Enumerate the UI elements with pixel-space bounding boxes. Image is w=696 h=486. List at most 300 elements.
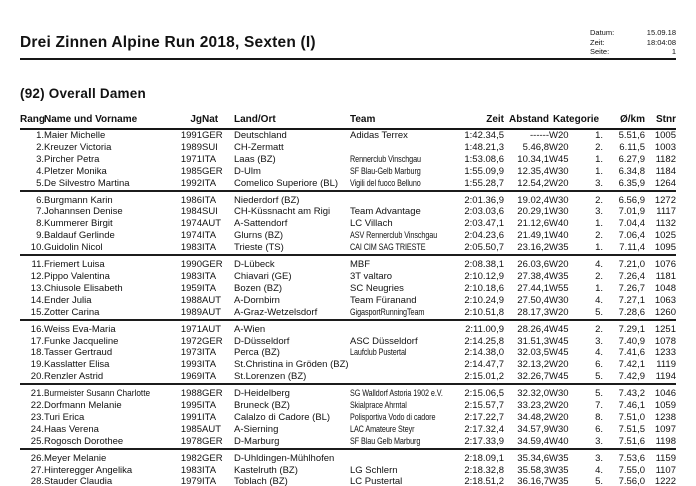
bib-cell bbox=[645, 230, 676, 242]
category-cell bbox=[549, 320, 579, 336]
bib-cell bbox=[645, 347, 676, 359]
stnr-value: 1048 bbox=[654, 282, 676, 294]
table-row bbox=[20, 206, 676, 218]
name-value: Stauder Claudia bbox=[44, 476, 113, 486]
avg-value: 6.56,9 bbox=[618, 194, 645, 206]
birthyear-cell bbox=[174, 154, 202, 166]
rank-cell bbox=[20, 218, 44, 230]
rang-value: 15. bbox=[30, 306, 44, 318]
jg-value: 1993 bbox=[180, 359, 202, 371]
table-row bbox=[20, 320, 676, 336]
category-rank-cell bbox=[579, 424, 603, 436]
zeit-value: 2:10.51,8 bbox=[464, 306, 504, 318]
kat-value: W30 bbox=[549, 294, 569, 306]
bib-cell bbox=[645, 283, 676, 295]
time-cell bbox=[454, 400, 504, 412]
location-cell bbox=[234, 384, 350, 400]
table-row bbox=[20, 230, 676, 242]
jg-value: 1983 bbox=[180, 242, 202, 254]
birthyear-cell bbox=[174, 307, 202, 320]
bib-cell bbox=[645, 218, 676, 230]
time-cell bbox=[454, 307, 504, 320]
birthyear-cell bbox=[174, 242, 202, 255]
stnr-value: 1198 bbox=[655, 435, 676, 447]
nation-cell bbox=[202, 178, 234, 191]
table-row bbox=[20, 412, 676, 424]
bib-cell bbox=[645, 129, 676, 142]
location-cell bbox=[234, 476, 350, 486]
location-cell bbox=[234, 166, 350, 178]
katrank-value: 2. bbox=[595, 194, 603, 206]
team-value: SC Neugries bbox=[350, 282, 404, 294]
abstand-value: 34.59,4 bbox=[517, 435, 549, 447]
zeit-value: 2:15.06,5 bbox=[464, 388, 504, 400]
name-cell bbox=[44, 384, 174, 400]
category-cell bbox=[549, 191, 579, 207]
gap-cell bbox=[504, 242, 549, 255]
name-value: Baldauf Gerlinde bbox=[44, 230, 115, 242]
bib-cell bbox=[645, 178, 676, 191]
katrank-value: 1. bbox=[595, 218, 603, 230]
location-cell bbox=[234, 142, 350, 154]
katrank-value: 6. bbox=[595, 423, 603, 435]
nation-cell bbox=[202, 347, 234, 359]
gap-cell bbox=[504, 436, 549, 449]
category-rank-cell bbox=[579, 154, 603, 166]
zeit-value: 1:48.21,3 bbox=[464, 141, 504, 153]
table-header-row bbox=[20, 114, 676, 129]
team-value: Polisportiva Vodo di cadore bbox=[350, 411, 436, 423]
avg-value: 7.40,9 bbox=[618, 335, 645, 347]
table-row bbox=[20, 283, 676, 295]
abstand-value: 28.26,4 bbox=[517, 323, 549, 335]
rang-value: 12. bbox=[30, 270, 44, 282]
birthyear-cell bbox=[174, 412, 202, 424]
abstand-value: 21.12,6 bbox=[517, 218, 549, 230]
gap-cell bbox=[504, 320, 549, 336]
category-cell bbox=[549, 336, 579, 348]
team-cell bbox=[350, 129, 454, 142]
location-cell bbox=[234, 465, 350, 477]
abstand-value: 19.02,4 bbox=[517, 194, 549, 206]
team-value: SF Blau Gelb Marburg bbox=[350, 435, 421, 447]
pace-cell bbox=[603, 320, 645, 336]
category-cell bbox=[549, 307, 579, 320]
pace-cell bbox=[603, 424, 645, 436]
nation-cell bbox=[202, 255, 234, 271]
category-cell bbox=[549, 255, 579, 271]
landort-value: Bruneck (BZ) bbox=[234, 400, 290, 412]
time-cell bbox=[454, 230, 504, 242]
name-value: Tasser Gertraud bbox=[44, 347, 113, 359]
bib-cell bbox=[645, 449, 676, 465]
abstand-value: 36.16,7 bbox=[517, 476, 549, 486]
pace-cell bbox=[603, 347, 645, 359]
zeit-value: 1:55.28,7 bbox=[464, 177, 504, 189]
nation-cell bbox=[202, 465, 234, 477]
location-cell bbox=[234, 336, 350, 348]
rang-value: 27. bbox=[30, 464, 44, 476]
abstand-value: 28.17,3 bbox=[517, 306, 549, 318]
pace-cell bbox=[603, 230, 645, 242]
name-value: Burgmann Karin bbox=[44, 194, 113, 206]
pace-cell bbox=[603, 178, 645, 191]
team-value: Skialprace Ahrntal bbox=[350, 400, 407, 412]
nation-cell bbox=[202, 476, 234, 486]
category-cell bbox=[549, 154, 579, 166]
kat-value: W20 bbox=[549, 177, 569, 189]
name-cell bbox=[44, 359, 174, 371]
abstand-value: 35.34,6 bbox=[517, 452, 549, 464]
rank-cell bbox=[20, 142, 44, 154]
rank-cell bbox=[20, 166, 44, 178]
pace-cell bbox=[603, 384, 645, 400]
name-cell bbox=[44, 283, 174, 295]
gap-cell bbox=[504, 230, 549, 242]
zeit-value: 2:17.33,9 bbox=[464, 435, 504, 447]
jg-value: 1982 bbox=[180, 452, 202, 464]
team-value: SF Blau-Gelb Marburg bbox=[350, 165, 421, 177]
title-divider bbox=[20, 58, 676, 60]
nat-value: ITA bbox=[202, 270, 217, 282]
bib-cell bbox=[645, 166, 676, 178]
abstand-value: 32.26,7 bbox=[517, 371, 549, 383]
page-number-label: Seite: bbox=[590, 47, 610, 56]
landort-value: D-Marburg bbox=[234, 435, 280, 447]
name-value: Burmeister Susann Charlotte bbox=[44, 388, 151, 400]
landort-value: Glurns (BZ) bbox=[234, 230, 284, 242]
gap-cell bbox=[504, 271, 549, 283]
zeit-value: 2:10.24,9 bbox=[464, 294, 504, 306]
name-value: Kummerer Birgit bbox=[44, 218, 113, 230]
kat-value: W20 bbox=[549, 359, 569, 371]
category-cell bbox=[549, 400, 579, 412]
nat-value: ITA bbox=[202, 476, 217, 486]
avg-value: 7.21,0 bbox=[618, 259, 645, 271]
name-cell bbox=[44, 154, 174, 166]
category-cell bbox=[549, 359, 579, 371]
name-value: De Silvestro Martina bbox=[44, 177, 130, 189]
birthyear-cell bbox=[174, 400, 202, 412]
stnr-value: 1272 bbox=[654, 194, 676, 206]
location-cell bbox=[234, 347, 350, 359]
kat-value: W45 bbox=[549, 347, 569, 359]
nation-cell bbox=[202, 359, 234, 371]
name-value: Rogosch Dorothee bbox=[44, 435, 124, 447]
kat-value: W35 bbox=[549, 270, 569, 282]
gap-cell bbox=[504, 449, 549, 465]
team-cell bbox=[350, 271, 454, 283]
jg-value: 1989 bbox=[180, 141, 202, 153]
location-cell bbox=[234, 424, 350, 436]
nation-cell bbox=[202, 191, 234, 207]
nat-value: ITA bbox=[202, 153, 217, 165]
rank-cell bbox=[20, 476, 44, 486]
nat-value: ITA bbox=[202, 177, 217, 189]
jg-value: 1989 bbox=[180, 306, 202, 318]
landort-value: D-Uhldingen-Mühlhofen bbox=[234, 452, 335, 464]
landort-value: Toblach (BZ) bbox=[234, 476, 288, 486]
category-rank-cell bbox=[579, 206, 603, 218]
katrank-value: 2. bbox=[595, 230, 603, 242]
katrank-value: 2. bbox=[595, 270, 603, 282]
time-value: 18:04:08 bbox=[646, 37, 676, 47]
nat-value: ITA bbox=[202, 464, 217, 476]
category-rank-cell bbox=[579, 307, 603, 320]
nation-cell bbox=[202, 154, 234, 166]
team-cell bbox=[350, 295, 454, 307]
landort-value: Bozen (BZ) bbox=[234, 282, 283, 294]
bib-cell bbox=[645, 465, 676, 477]
results-table-body bbox=[20, 129, 676, 486]
bib-cell bbox=[645, 295, 676, 307]
jg-value: 1991 bbox=[180, 130, 202, 141]
bib-cell bbox=[645, 384, 676, 400]
category-rank-cell bbox=[579, 218, 603, 230]
location-cell bbox=[234, 449, 350, 465]
gap-cell bbox=[504, 336, 549, 348]
gap-cell bbox=[504, 255, 549, 271]
birthyear-cell bbox=[174, 129, 202, 142]
birthyear-cell bbox=[174, 255, 202, 271]
avg-value: 7.11,4 bbox=[619, 242, 645, 254]
rang-value: 13. bbox=[30, 282, 44, 294]
name-value: Pircher Petra bbox=[44, 153, 100, 165]
bib-cell bbox=[645, 359, 676, 371]
katrank-value: 5. bbox=[595, 371, 603, 383]
bib-cell bbox=[645, 400, 676, 412]
print-info-time bbox=[590, 38, 676, 48]
gap-cell bbox=[504, 218, 549, 230]
team-cell bbox=[350, 154, 454, 166]
location-cell bbox=[234, 436, 350, 449]
name-cell bbox=[44, 465, 174, 477]
location-cell bbox=[234, 129, 350, 142]
rang-value: 8. bbox=[36, 218, 44, 230]
time-cell bbox=[454, 424, 504, 436]
nat-value: ITA bbox=[202, 230, 217, 242]
name-cell bbox=[44, 436, 174, 449]
time-cell bbox=[454, 242, 504, 255]
abstand-value: 21.49,1 bbox=[517, 230, 549, 242]
name-cell bbox=[44, 271, 174, 283]
birthyear-cell bbox=[174, 424, 202, 436]
rang-value: 5. bbox=[36, 177, 44, 189]
zeit-value: 1:55.09,9 bbox=[464, 165, 504, 177]
avg-value: 7.41,6 bbox=[618, 347, 645, 359]
name-cell bbox=[44, 320, 174, 336]
kat-value: W20 bbox=[549, 259, 569, 271]
category-rank-cell bbox=[579, 191, 603, 207]
table-row bbox=[20, 255, 676, 271]
nat-value: AUT bbox=[202, 294, 221, 306]
pace-cell bbox=[603, 371, 645, 384]
jg-value: 1985 bbox=[180, 423, 202, 435]
table-row bbox=[20, 178, 676, 191]
gap-cell bbox=[504, 347, 549, 359]
abstand-value: 27.38,4 bbox=[517, 270, 549, 282]
team-cell bbox=[350, 255, 454, 271]
rank-cell bbox=[20, 283, 44, 295]
name-value: Turi Erica bbox=[44, 411, 85, 423]
category-cell bbox=[549, 242, 579, 255]
katrank-value: 4. bbox=[595, 294, 603, 306]
team-cell bbox=[350, 347, 454, 359]
abstand-value: 27.44,1 bbox=[517, 282, 549, 294]
team-value: Rennerclub Vinschgau bbox=[350, 153, 422, 165]
kat-value: W30 bbox=[549, 194, 569, 206]
landort-value: CH-Küssnacht am Rigi bbox=[234, 206, 331, 218]
time-cell bbox=[454, 412, 504, 424]
katrank-value: 3. bbox=[595, 177, 603, 189]
abstand-value: 33.23,2 bbox=[517, 400, 549, 412]
avg-value: 7.56,0 bbox=[618, 476, 645, 486]
gap-cell bbox=[504, 412, 549, 424]
pace-cell bbox=[603, 255, 645, 271]
abstand-value: 32.13,2 bbox=[517, 359, 549, 371]
category-rank-cell bbox=[579, 166, 603, 178]
category-cell bbox=[549, 283, 579, 295]
nation-cell bbox=[202, 424, 234, 436]
birthyear-cell bbox=[174, 449, 202, 465]
name-cell bbox=[44, 424, 174, 436]
rank-cell bbox=[20, 449, 44, 465]
location-cell bbox=[234, 400, 350, 412]
bib-cell bbox=[645, 424, 676, 436]
avg-value: 7.51,0 bbox=[618, 411, 645, 423]
stnr-value: 1117 bbox=[656, 206, 676, 218]
landort-value: A-Wien bbox=[234, 323, 266, 335]
katrank-value: 8. bbox=[595, 411, 603, 423]
nation-cell bbox=[202, 449, 234, 465]
kat-value: W30 bbox=[549, 206, 569, 218]
abstand-value: 12.54,2 bbox=[517, 177, 549, 189]
team-value: MBF bbox=[350, 259, 371, 271]
stnr-value: 1233 bbox=[654, 347, 676, 359]
team-value: Team Füranand bbox=[350, 294, 417, 306]
bib-cell bbox=[645, 242, 676, 255]
table-row bbox=[20, 191, 676, 207]
nation-cell bbox=[202, 218, 234, 230]
table-row bbox=[20, 436, 676, 449]
gap-cell bbox=[504, 295, 549, 307]
stnr-value: 1059 bbox=[654, 400, 676, 412]
stnr-value: 1097 bbox=[654, 423, 676, 435]
katrank-value: 4. bbox=[595, 347, 603, 359]
name-value: Renzler Astrid bbox=[44, 371, 104, 383]
stnr-value: 1260 bbox=[654, 306, 676, 318]
landort-value: Laas (BZ) bbox=[234, 153, 276, 165]
header-time: Zeit bbox=[454, 114, 504, 129]
time-cell bbox=[454, 218, 504, 230]
nation-cell bbox=[202, 336, 234, 348]
gap-cell bbox=[504, 371, 549, 384]
jg-value: 1984 bbox=[180, 206, 202, 218]
category-rank-cell bbox=[579, 436, 603, 449]
pace-cell bbox=[603, 336, 645, 348]
rank-cell bbox=[20, 307, 44, 320]
nation-cell bbox=[202, 295, 234, 307]
rang-value: 6. bbox=[36, 194, 44, 206]
pace-cell bbox=[603, 218, 645, 230]
nat-value: ITA bbox=[202, 242, 217, 254]
category-cell bbox=[549, 166, 579, 178]
nation-cell bbox=[202, 271, 234, 283]
time-cell bbox=[454, 359, 504, 371]
table-row bbox=[20, 242, 676, 255]
time-cell bbox=[454, 336, 504, 348]
zeit-value: 2:18.32,8 bbox=[464, 464, 504, 476]
nation-cell bbox=[202, 320, 234, 336]
birthyear-cell bbox=[174, 271, 202, 283]
team-value: Vigili del fuoco Belluno bbox=[350, 177, 421, 189]
birthyear-cell bbox=[174, 230, 202, 242]
time-cell bbox=[454, 436, 504, 449]
table-row bbox=[20, 295, 676, 307]
pace-cell bbox=[603, 412, 645, 424]
zeit-value: 2:15.01,2 bbox=[464, 371, 504, 383]
pace-cell bbox=[603, 359, 645, 371]
stnr-value: 1238 bbox=[654, 411, 676, 423]
name-cell bbox=[44, 218, 174, 230]
time-cell bbox=[454, 271, 504, 283]
rank-cell bbox=[20, 178, 44, 191]
time-cell bbox=[454, 206, 504, 218]
avg-value: 7.01,9 bbox=[618, 206, 645, 218]
team-cell bbox=[350, 412, 454, 424]
birthyear-cell bbox=[174, 191, 202, 207]
bib-cell bbox=[645, 371, 676, 384]
rank-cell bbox=[20, 129, 44, 142]
landort-value: Perca (BZ) bbox=[234, 347, 280, 359]
header-team: Team bbox=[350, 114, 454, 129]
avg-value: 6.35,9 bbox=[618, 177, 645, 189]
abstand-value: 32.03,5 bbox=[517, 347, 549, 359]
rang-value: 10. bbox=[30, 242, 44, 254]
pace-cell bbox=[603, 283, 645, 295]
katrank-value: 7. bbox=[595, 400, 603, 412]
location-cell bbox=[234, 218, 350, 230]
time-cell bbox=[454, 283, 504, 295]
abstand-value: 31.51,3 bbox=[517, 335, 549, 347]
team-value: ASC Düsseldorf bbox=[350, 335, 418, 347]
location-cell bbox=[234, 242, 350, 255]
pace-cell bbox=[603, 449, 645, 465]
team-cell bbox=[350, 400, 454, 412]
category-cell bbox=[549, 178, 579, 191]
avg-value: 7.42,9 bbox=[618, 371, 645, 383]
table-row bbox=[20, 476, 676, 486]
table-row bbox=[20, 336, 676, 348]
category-rank-cell bbox=[579, 242, 603, 255]
rang-value: 23. bbox=[30, 411, 44, 423]
document-header bbox=[20, 0, 676, 60]
bib-cell bbox=[645, 271, 676, 283]
category-cell bbox=[549, 129, 579, 142]
name-cell bbox=[44, 412, 174, 424]
category-cell bbox=[549, 230, 579, 242]
kat-value: W45 bbox=[549, 371, 569, 383]
landort-value: Trieste (TS) bbox=[234, 242, 284, 254]
zeit-value: 2:14.25,8 bbox=[464, 335, 504, 347]
category-cell bbox=[549, 142, 579, 154]
location-cell bbox=[234, 307, 350, 320]
birthyear-cell bbox=[174, 359, 202, 371]
location-cell bbox=[234, 230, 350, 242]
jg-value: 1974 bbox=[180, 230, 202, 242]
birthyear-cell bbox=[174, 206, 202, 218]
kat-value: W20 bbox=[549, 411, 569, 423]
